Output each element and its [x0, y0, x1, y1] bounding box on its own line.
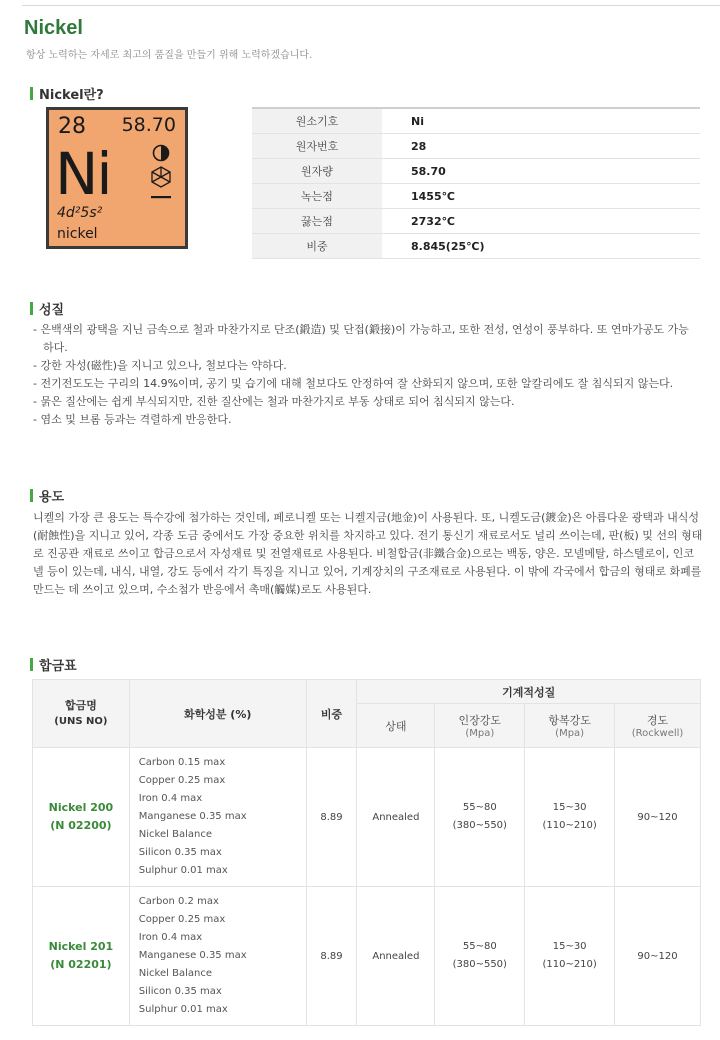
section-title: 용도 — [39, 489, 65, 505]
alloy-composition — [129, 748, 306, 887]
page-subtitle: 항상 노력하는 자세로 최고의 품질을 만들기 위해 노력하겠습니다. — [26, 50, 313, 61]
element-symbol: Ni — [55, 140, 111, 208]
composition-item: Iron 0.4 max — [138, 932, 203, 943]
solid-state-bar-icon — [151, 196, 171, 198]
property-row — [252, 234, 700, 259]
section-bar — [30, 489, 33, 502]
list-item: - 염소 및 브롬 등과는 격렬하게 반응한다. — [33, 411, 693, 429]
property-key: 끓는점 — [252, 209, 382, 234]
section-title: Nickel란? — [39, 87, 104, 103]
element-name: nickel — [57, 226, 98, 242]
section-heading-alloy — [30, 657, 77, 674]
list-item: - 전기전도도는 구리의 14.9%이며, 공기 및 습기에 대해 철보다도 안정하여 잘 산화되지 않으며, 또한 알칼리에도 잘 침식되지 않는다. — [33, 375, 693, 393]
usage-paragraph: 니켈의 가장 큰 용도는 특수강에 첨가하는 것인데, 페로니켈 또는 니켈지금(地金)이 사용된다. 또, 니켈도금(鍍金)은 아름다운 광택과 내식성(耐蝕性)을 지니고 있어, 각종 도금 중에서도 가장 중요한 위치를 차지하고 있다. 전기 통신기 재료로서도 널리 쓰이는데, 판(板) 및 선의 형태로 진공관 재료로 쓰이고 합금으로서 자성재료 및 전열재료로 사용된다. 비철합금(非鐵合金)으로는 백동, 양은. 모넬메탈, 하스텔로이, 인코넬 등이 있는데, 내식, 내열, 강도 등에서 각기 특징을 지니고 있어, 기계장치의 구조재료로 사용된다. 이 밖에 각국에서 합금의 형태로 화폐를 만드는 데 쓰이고 있으며, 수소첨가 반응에서 촉매(觸媒)로도 사용된다. — [33, 511, 703, 596]
property-value: 58.70 — [382, 159, 700, 184]
atomic-number: 28 — [58, 114, 86, 139]
hexagonal-crystal-icon — [152, 167, 170, 187]
alloy-state: Annealed — [357, 748, 435, 887]
alloy-name: Nickel 200 (N 02200) — [33, 748, 130, 887]
table-row — [33, 887, 701, 1026]
header-yield: 항복강도 (Mpa) — [525, 704, 615, 748]
alloy-gravity: 8.89 — [306, 887, 357, 1026]
composition-item: Silicon 0.35 max — [138, 847, 222, 858]
alloy-table — [32, 679, 701, 1026]
property-value: Ni — [382, 108, 700, 134]
alloy-hardness: 90~120 — [615, 748, 701, 887]
header-hardness: 경도 (Rockwell) — [615, 704, 701, 748]
property-value: 8.845(25℃) — [382, 234, 700, 259]
header-mechanical: 기계적성질 — [357, 680, 701, 704]
alloy-tensile: 55~80 (380~550) — [435, 748, 525, 887]
header-gravity: 비중 — [306, 680, 357, 748]
composition-item: Iron 0.4 max — [138, 793, 203, 804]
property-row — [252, 108, 700, 134]
property-row — [252, 134, 700, 159]
property-row — [252, 209, 700, 234]
alloy-name: Nickel 201 (N 02201) — [33, 887, 130, 1026]
alloy-yield: 15~30 (110~210) — [525, 748, 615, 887]
section-heading-usage — [30, 488, 65, 505]
alloy-state: Annealed — [357, 887, 435, 1026]
list-item: - 묽은 질산에는 쉽게 부식되지만, 진한 질산에는 철과 마찬가지로 부동 상태로 되어 침식되지 않는다. — [33, 393, 693, 411]
property-row — [252, 184, 700, 209]
header-alloy-name: 합금명 (UNS NO) — [33, 680, 130, 748]
alloy-composition — [129, 887, 306, 1026]
composition-item: Sulphur 0.01 max — [138, 1004, 228, 1015]
composition-item: Copper 0.25 max — [138, 775, 226, 786]
property-key: 녹는점 — [252, 184, 382, 209]
section-bar — [30, 87, 33, 100]
section-bar — [30, 302, 33, 315]
property-key: 원자량 — [252, 159, 382, 184]
property-value: 1455℃ — [382, 184, 700, 209]
element-card — [46, 107, 188, 249]
property-value: 28 — [382, 134, 700, 159]
properties-list — [33, 321, 693, 429]
top-divider — [22, 5, 720, 6]
alloy-hardness: 90~120 — [615, 887, 701, 1026]
atomic-mass: 58.70 — [121, 114, 176, 136]
composition-item: Manganese 0.35 max — [138, 950, 247, 961]
property-key: 원자번호 — [252, 134, 382, 159]
section-heading-properties — [30, 301, 65, 318]
half-filled-circle-icon — [154, 146, 169, 161]
composition-item: Nickel Balance — [138, 829, 212, 840]
alloy-tensile: 55~80 (380~550) — [435, 887, 525, 1026]
property-key: 비중 — [252, 234, 382, 259]
electron-configuration: 4d²5s² — [57, 205, 103, 221]
list-item: - 은백색의 광택을 지닌 금속으로 철과 마찬가지로 단조(鍛造) 및 단접(鍛接)이 가능하고, 또한 전성, 연성이 풍부하다. 또 연마가공도 가능하다. — [33, 321, 693, 357]
header-composition: 화학성분 (%) — [129, 680, 306, 748]
page-title: Nickel — [24, 17, 83, 39]
header-state: 상태 — [357, 704, 435, 748]
composition-item: Sulphur 0.01 max — [138, 865, 228, 876]
property-key: 원소기호 — [252, 108, 382, 134]
list-item: - 강한 자성(磁性)을 지니고 있으나, 철보다는 약하다. — [33, 357, 693, 375]
composition-item: Carbon 0.15 max — [138, 757, 226, 768]
section-title: 합금표 — [39, 658, 77, 674]
composition-item: Manganese 0.35 max — [138, 811, 247, 822]
header-tensile: 인장강도 (Mpa) — [435, 704, 525, 748]
composition-item: Carbon 0.2 max — [138, 896, 219, 907]
alloy-gravity: 8.89 — [306, 748, 357, 887]
table-row — [33, 748, 701, 887]
composition-item: Nickel Balance — [138, 968, 212, 979]
section-heading-intro — [30, 86, 104, 103]
composition-item: Silicon 0.35 max — [138, 986, 222, 997]
element-icons — [149, 144, 173, 206]
section-bar — [30, 658, 33, 671]
property-value: 2732℃ — [382, 209, 700, 234]
element-properties-table — [252, 107, 700, 259]
alloy-yield: 15~30 (110~210) — [525, 887, 615, 1026]
property-row — [252, 159, 700, 184]
composition-item: Copper 0.25 max — [138, 914, 226, 925]
section-title: 성질 — [39, 302, 65, 318]
